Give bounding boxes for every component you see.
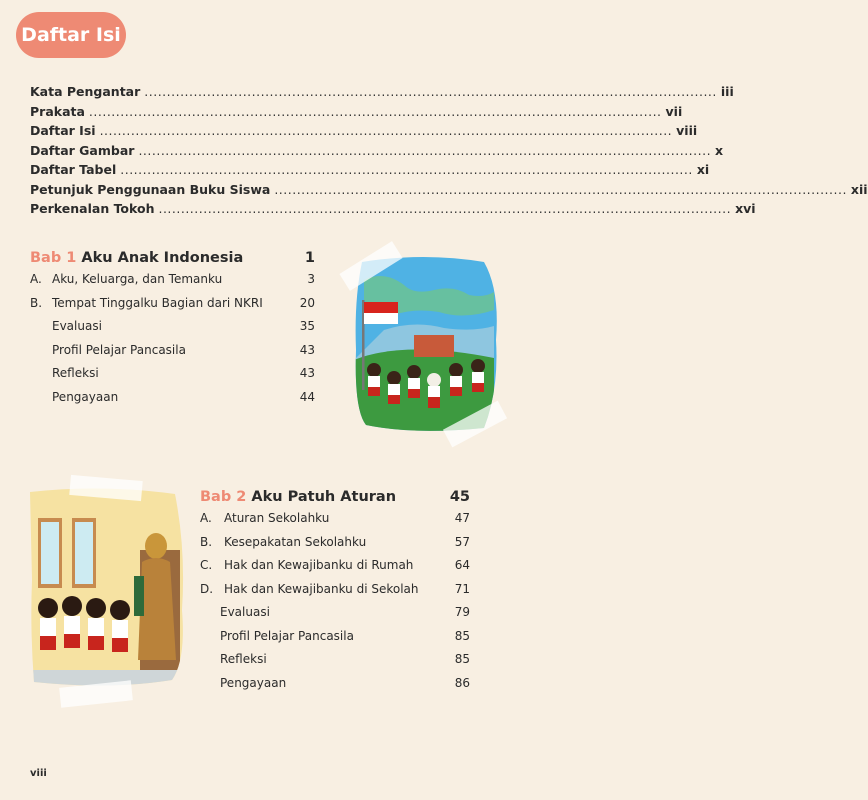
section-letter: A. (30, 272, 42, 286)
toc-page: iii (720, 84, 734, 99)
chapter-title: Aku Anak Indonesia (81, 250, 244, 266)
chapter-number: Bab 2 (200, 489, 247, 505)
front-matter-list (30, 84, 868, 221)
section-label: Evaluasi (220, 605, 270, 619)
toc-row[interactable] (30, 181, 868, 202)
section-page: 71 (454, 581, 470, 596)
leader-dots: ................................................................................................................................ (274, 181, 847, 197)
toc-page: xi (696, 162, 710, 177)
leader-dots: ................................................................................................................................ (99, 123, 673, 138)
section-label: Refleksi (52, 366, 99, 380)
section-page: 85 (454, 628, 470, 643)
section-row[interactable] (200, 629, 470, 653)
section-letter: D. (200, 581, 214, 596)
section-letter: A. (200, 511, 212, 525)
section-page: 3 (307, 272, 315, 286)
section-page: 64 (454, 558, 470, 572)
page-title: Daftar Isi (16, 12, 126, 58)
section-row[interactable] (30, 272, 315, 296)
section-label: Refleksi (220, 652, 267, 666)
toc-label: Daftar Gambar (30, 142, 135, 158)
section-page: 47 (454, 511, 470, 525)
section-row[interactable] (200, 535, 470, 559)
section-label: Pengayaan (220, 675, 287, 690)
section-label: Kesepakatan Sekolahku (224, 534, 367, 549)
section-page: 79 (454, 605, 470, 619)
section-row[interactable] (200, 558, 470, 582)
chapter-2-illustration (30, 480, 190, 700)
toc-label: Daftar Isi (30, 123, 96, 138)
section-page: 35 (299, 319, 315, 333)
section-row[interactable] (30, 366, 315, 390)
chapter-1-illustration (344, 240, 504, 450)
toc-page: xii (850, 181, 868, 197)
section-page: 43 (299, 342, 315, 357)
toc-row[interactable] (30, 103, 683, 124)
classroom-teacher-illustration (30, 480, 190, 700)
chapter-1 (30, 250, 315, 413)
section-label: Aturan Sekolahku (224, 511, 330, 525)
chapter-page: 45 (449, 489, 470, 505)
toc-label: Prakata (30, 103, 85, 119)
section-row[interactable] (200, 605, 470, 629)
section-page: 86 (454, 675, 470, 690)
toc-label: Daftar Tabel (30, 162, 117, 177)
section-label: Pengayaan (52, 389, 119, 404)
section-page: 43 (299, 366, 315, 380)
toc-row[interactable] (30, 201, 756, 221)
section-label: Hak dan Kewajibanku di Sekolah (224, 581, 419, 596)
section-label: Profil Pelajar Pancasila (220, 628, 354, 643)
leader-dots: ................................................................................................................................ (88, 103, 662, 119)
section-label: Evaluasi (52, 319, 102, 333)
toc-row[interactable] (30, 142, 724, 163)
section-row[interactable] (30, 390, 315, 414)
toc-row[interactable] (30, 123, 698, 143)
chapter-heading[interactable] (30, 250, 315, 266)
chapter-page: 1 (304, 250, 315, 266)
section-page: 57 (454, 534, 470, 549)
section-label: Aku, Keluarga, dan Temanku (52, 272, 223, 286)
section-label: Profil Pelajar Pancasila (52, 342, 186, 357)
section-page: 20 (299, 295, 315, 310)
section-row[interactable] (200, 582, 470, 606)
toc-label: Kata Pengantar (30, 84, 141, 99)
chapter-number: Bab 1 (30, 250, 77, 266)
leader-dots: ................................................................................................................................ (158, 201, 732, 216)
chapter-title: Aku Patuh Aturan (251, 489, 397, 505)
section-row[interactable] (200, 511, 470, 535)
section-label: Tempat Tinggalku Bagian dari NKRI (52, 295, 263, 310)
chapter-heading[interactable] (200, 489, 470, 505)
toc-page: xvi (735, 201, 756, 216)
chapter-2 (200, 489, 470, 699)
leader-dots: ................................................................................................................................ (138, 142, 712, 158)
section-row[interactable] (200, 676, 470, 700)
section-row[interactable] (200, 652, 470, 676)
toc-page: x (715, 142, 724, 158)
section-row[interactable] (30, 296, 315, 320)
section-letter: B. (200, 534, 213, 549)
toc-row[interactable] (30, 162, 710, 182)
leader-dots: ................................................................................................................................ (120, 162, 693, 177)
page-number: viii (30, 768, 47, 779)
section-page: 85 (454, 652, 470, 666)
section-page: 44 (299, 389, 315, 404)
section-row[interactable] (30, 319, 315, 343)
section-letter: C. (200, 558, 213, 572)
toc-label: Petunjuk Penggunaan Buku Siswa (30, 181, 271, 197)
toc-page: vii (665, 103, 683, 119)
section-row[interactable] (30, 343, 315, 367)
toc-row[interactable] (30, 84, 734, 104)
section-label: Hak dan Kewajibanku di Rumah (224, 558, 414, 572)
section-letter: B. (30, 295, 43, 310)
toc-page: viii (676, 123, 698, 138)
leader-dots: ................................................................................................................................ (144, 84, 717, 99)
toc-label: Perkenalan Tokoh (30, 201, 155, 216)
